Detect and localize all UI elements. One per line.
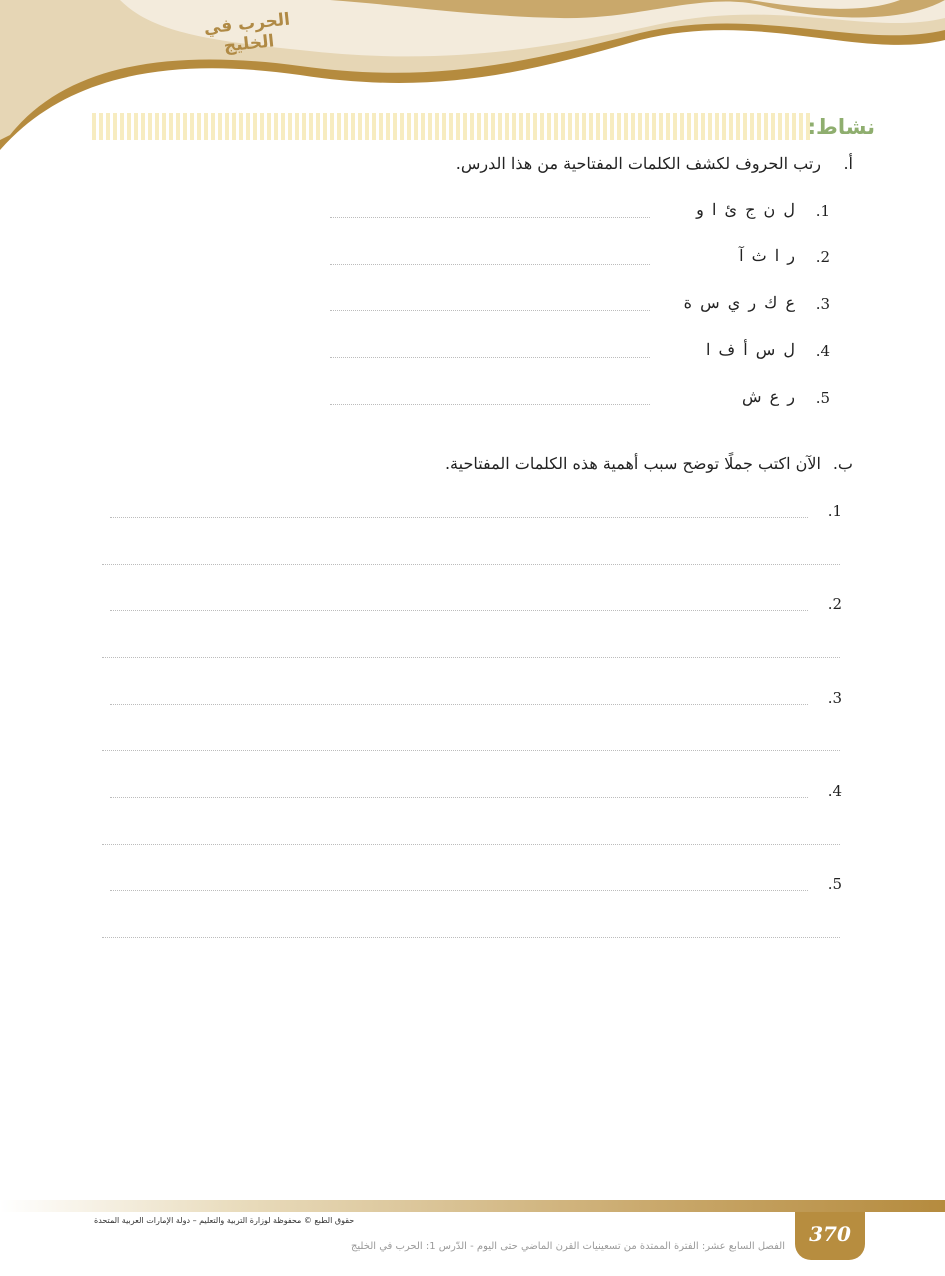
part-a-item-number: .4 (815, 342, 830, 360)
scrambled-letters: ع ك ر ي س ة (683, 293, 795, 312)
answer-line[interactable] (330, 264, 650, 265)
part-b-item-number: .2 (827, 595, 842, 613)
sentence-line[interactable] (102, 937, 840, 938)
footer-bar (0, 1200, 945, 1212)
scrambled-letters: ل س أ ف ا (706, 340, 795, 359)
part-b-item-number: .4 (827, 782, 842, 800)
sentence-line[interactable] (102, 657, 840, 658)
sentence-line[interactable] (102, 750, 840, 751)
part-a-item-number: .3 (815, 295, 830, 313)
part-b-item-number: .5 (827, 875, 842, 893)
part-b-item-number: .1 (827, 502, 842, 520)
sentence-line[interactable] (102, 564, 840, 565)
sentence-line[interactable] (110, 610, 808, 611)
part-b-marker: ب. (832, 454, 853, 473)
part-b-instruction: الآن اكتب جملًا توضح سبب أهمية هذه الكلمات المفتاحية. (444, 454, 821, 473)
sentence-line[interactable] (110, 704, 808, 705)
sentence-line[interactable] (110, 797, 808, 798)
activity-title: نشاط: (807, 115, 875, 139)
activity-title-strip (92, 113, 812, 140)
scrambled-letters: ل ن ج ئ ا و (696, 200, 795, 219)
sentence-line[interactable] (110, 890, 808, 891)
sentence-line[interactable] (102, 844, 840, 845)
part-a-instruction: رتب الحروف لكشف الكلمات المفتاحية من هذا الدرس. (455, 154, 821, 173)
answer-line[interactable] (330, 357, 650, 358)
part-a-marker: أ. (843, 154, 853, 173)
scrambled-letters: ر ا ث آ (739, 246, 795, 265)
copyright-notice: حقوق الطبع © محفوظة لوزارة التربية والتعليم – دولة الإمارات العربية المتحدة (94, 1216, 355, 1225)
answer-line[interactable] (330, 310, 650, 311)
scrambled-letters: ر ع ش (742, 387, 795, 406)
part-a-item-number: .1 (815, 202, 830, 220)
part-b-item-number: .3 (827, 689, 842, 707)
part-a-item-number: .2 (815, 248, 830, 266)
page-number: 370 (795, 1212, 865, 1260)
part-a-item-number: .5 (815, 389, 830, 407)
header-title: الحرب في الخليج (202, 9, 291, 57)
answer-line[interactable] (330, 404, 650, 405)
answer-line[interactable] (330, 217, 650, 218)
chapter-caption: الفصل السابع عشر: الفترة الممتدة من تسعينيات القرن الماضي حتى اليوم - الدّرس 1: الحرب في الخليج (350, 1241, 785, 1252)
sentence-line[interactable] (110, 517, 808, 518)
